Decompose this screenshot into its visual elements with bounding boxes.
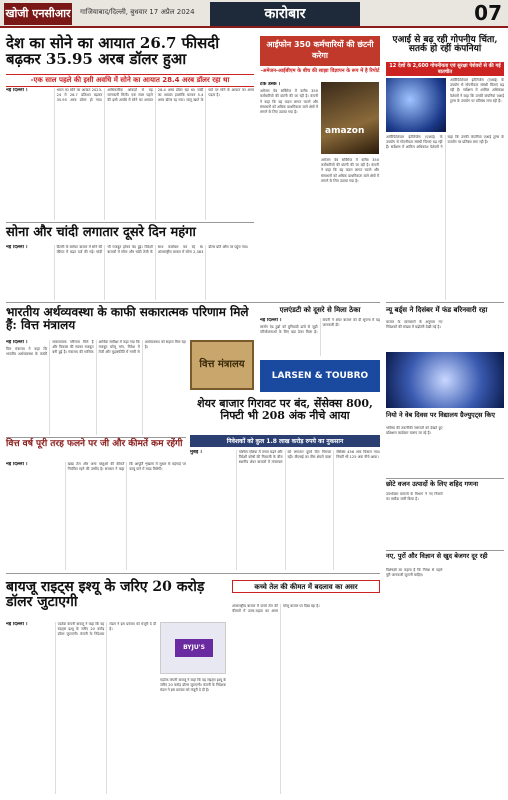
divider [386, 478, 504, 479]
divider [386, 302, 504, 303]
brand-logo: खोजी एनसीआर [4, 3, 72, 25]
economy-body: वित्त मंत्रालय ने कहा कि भारतीय अर्थव्यवस्था के काफी सकारात्मक परिणाम मिले हैं और विकास की रफ्तार मजबूत बनी हुई है। मंत्रालय की मासिक आर्थिक समीक्षा में कहा गया कि मजबूत घरेलू मांग, निवेश में तेजी और मुद्रास्फीति में नरमी से अर्थव्यवस्था को सहारा मिल रहा है। [6, 340, 186, 357]
lt-article [260, 318, 380, 356]
gold-silver-body: दिल्ली के सर्राफा बाजार में सोने की कीमत में बढ़त दर्ज की गई। चांदी भी मजबूत होकर बंद हुई। विदेशी बाजारों में सोना और चांदी तेजी के साथ कारोबार कर रहे थे। अंतरराष्ट्रीय बाजार में सोना 2,383 डॉलर प्रति औंस पर पहुंच गया। [56, 245, 249, 255]
byjus-article [6, 622, 156, 794]
amazon-subhead: -अमेजन-आईबीएम के बीच की साझा विज्ञापन के रूप में है रिपोर्ट [260, 68, 380, 74]
byjus-logo: BYJU'S [175, 639, 213, 657]
lt-body: लार्सन एंड टुब्रो को बुनियादी ढांचे से जुड़ी परियोजनाओं के लिए बड़ा ठेका मिला है। कंपनी ने शेयर बाजार को दी सूचना में यह जानकारी दी। [260, 318, 380, 335]
ai-fraud-article [386, 426, 504, 476]
ai-fraud-headline: नियो ने वेब दिवस पर विद्यालय ग्रैज्युएट्स किए [386, 411, 495, 419]
masthead [0, 0, 508, 28]
amazon-headline-box [260, 36, 380, 66]
gold-silver-byline: नई दिल्ली । [6, 245, 28, 250]
ai-privacy-body-top: आर्टिफिशियल इंटेलिजेंस (एआई) के उपयोग से गोपनीयता संबंधी चिंताएं बढ़ रही हैं। सर्वेक्षण में शामिल अधिकांश पेशेवरों ने कहा कि उनकी कंपनियां एआई टूल्स के उपयोग पर प्रतिबंध लगा रही हैं। [450, 78, 504, 103]
ai-brain-photo [386, 352, 504, 408]
amazon-body: अमेजन वेब सर्विसेज में करीब 350 कर्मचारियों की छंटनी की जा रही है। कंपनी ने कहा कि यह कदम लागत घटाने और संसाधनों को अधिक प्राथमिकता वाले क्षेत्रों में लगाने के लिए उठाया गया है। [260, 89, 318, 115]
lt-logo-image [260, 360, 380, 392]
market-subhead: निवेशकों को कुल 1.8 लाख करोड़ रुपये का नुकसान [190, 435, 380, 447]
fiscal-byline: नई दिल्ली । [6, 462, 28, 467]
amazon-byline: टेक डेस्क । [260, 82, 281, 87]
dateline: गाजियाबाद/दिल्ली, बुधवार 17 अप्रैल 2024 [80, 8, 195, 16]
ai-privacy-photo [386, 78, 446, 132]
gold-silver-headline: सोना और चांदी लगातार दूसरे दिन महंगा [6, 225, 196, 240]
crude-article [232, 604, 380, 794]
economy-byline: नई दिल्ली । [6, 340, 28, 345]
gold-import-byline: नई दिल्ली । [6, 88, 28, 93]
amazon-headline: आईफोन 350 कर्मचारियों की छंटनी करेगा [266, 40, 374, 60]
gold-import-article [6, 88, 254, 220]
divider [6, 437, 186, 438]
market-byline: मुंबई । [190, 450, 202, 455]
small-savings-headline: छोटे वजन उत्पादों के लिए शहिद गणना [386, 480, 479, 488]
bitcoin-headline: न्यू बर्ड्स ने दिसंबर में फंड बरिनवारी रहा [386, 305, 488, 314]
economy-headline: भारतीय अर्थव्यवस्था के काफी सकारात्मक परिणाम मिले हैं: वित्त मंत्रालय [6, 305, 249, 332]
gold-import-body: भारत का सोने का आयात 2023-24 में 26.7 प्रतिशत बढ़कर 35.95 अरब डॉलर हो गया। आधिकारिक आंकड़ों से यह जानकारी मिली। एक साल पहले की इसी अवधि में सोने का आयात 28.4 अरब डॉलर रहा था। चांदी का आयात हालांकि घटकर 5.4 अरब डॉलर रह गया। चालू खाते के घाटे पर सोने के आयात का असर पड़ता है। [56, 88, 254, 103]
market-body: पश्चिम एशिया में तनाव बढ़ने और विदेशी कोषों की निकासी के बीच स्थानीय शेयर बाजारों में मंगलवार को लगातार दूसरे दिन गिरावट रही। बीएसई का तीस शेयरों वाला सेंसेक्स 456 अंक फिसल गया। निफ्टी भी 125 अंक नीचे आया। [238, 450, 380, 465]
ai-privacy-subhead: 12 देशों के 2,600 गोपनीयता एवं सुरक्षा पेशेवरों से की गई बातचीत [386, 62, 504, 76]
lt-headline: एलएंडटी को दूसरे से मिला ठेका [279, 305, 361, 314]
page-number: 07 [474, 1, 502, 25]
lt-logo-text: LARSEN & TOUBRO [271, 371, 369, 381]
crude-body: अंतरराष्ट्रीय बाजार में कच्चे तेल की कीमतों में उतार-चढ़ाव का असर घरेलू बाजार पर दिख रहा है। [232, 604, 320, 614]
byjus-body: एडटेक कंपनी बायजू ने कहा कि वह राइट्स इश्यू के जरिए 20 करोड़ डॉलर जुटाएगी। कंपनी के निदेशक मंडल ने इस प्रस्ताव को मंजूरी दे दी है। [57, 622, 156, 637]
amazon-logo-text: amazon [325, 126, 365, 136]
finance-ministry-photo [190, 340, 254, 390]
divider [6, 222, 254, 223]
amazon-article [260, 82, 318, 242]
economy-article [6, 340, 186, 435]
lt-byline: नई दिल्ली । [260, 318, 282, 323]
small-savings-article [386, 492, 504, 548]
divider [6, 573, 380, 574]
gold-import-subhead: -एक साल पहले की इसी अवधि में सोने का आयात 28.4 अरब डॉलर रहा था [6, 74, 254, 87]
finance-ministry-sign: वित्त मंत्रालय [199, 359, 245, 370]
fiscal-article [6, 462, 186, 570]
market-headline: शेयर बाजार गिरावट पर बंद, सेंसेक्स 800, निफ्टी भी 208 अंक नीचे आया [197, 397, 373, 422]
gold-silver-article [6, 245, 254, 300]
byjus-photo [160, 622, 226, 674]
byjus-headline: बायजू राइट्स इश्यू के जरिए 20 करोड़ डॉलर जुटाएगी [6, 579, 205, 610]
byjus-byline: नई दिल्ली । [6, 622, 28, 627]
ai-privacy-body: आर्टिफिशियल इंटेलिजेंस (एआई) के उपयोग से गोपनीयता संबंधी चिंताएं बढ़ रही हैं। सर्वेक्षण में शामिल अधिकांश पेशेवरों ने कहा कि उनकी कंपनियां एआई टूल्स के उपयोग पर प्रतिबंध लगा रही हैं। [386, 135, 504, 150]
divider [6, 302, 380, 303]
gold-import-headline: देश का सोने का आयात 26.7 फीसदी बढ़कर 35.95 अरब डॉलर हुआ [6, 34, 220, 68]
amazon-photo [321, 82, 379, 154]
ai-privacy-headline: एआई से बढ़ रही गोपनीय चिंता, सतर्क हो रहीं कंपनियां [392, 35, 498, 55]
fiscal-headline: वित्त वर्ष पूरी तरह फलने पर जी और कीमतें कम रहेंगी [6, 439, 183, 449]
divider [386, 550, 504, 551]
byjus-body-cont: एडटेक कंपनी बायजू ने कहा कि वह राइट्स इश्यू के जरिए 20 करोड़ डॉलर जुटाएगी। कंपनी के निदेशक मंडल ने इस प्रस्ताव को मंजूरी दे दी है। [160, 678, 226, 693]
startup-body: विशेषज्ञों का कहना है कि निवेश से पहले पूरी जानकारी जुटानी चाहिए। [386, 568, 443, 578]
crude-headline: कच्चे तेल की कीमत में बदलाव का असर [232, 580, 380, 593]
ai-privacy-article-top [450, 78, 504, 132]
amazon-article-cont [321, 158, 379, 298]
fiscal-body: खाद्य तेल और अन्य वस्तुओं की कीमतें नियंत्रित रहने की उम्मीद है। सरकार ने कहा कि आपूर्ति शृंखला में सुधार से महंगाई पर काबू पाने में मदद मिलेगी। [67, 462, 186, 472]
market-article [190, 450, 380, 570]
bitcoin-body: बाजार के जानकारों के अनुसार नए निवेशकों की संख्या में बढ़ोतरी देखी गई है। [386, 320, 443, 330]
startup-headline: नए, पुरों और विज्ञान से खुद बेजगर दूर रही [386, 552, 488, 560]
ai-fraud-body: भविष्य की तकनीकी जरूरतों को देखते हुए प्रशिक्षण कार्यक्रम चलाए जा रहे हैं। [386, 426, 443, 436]
byjus-article-cont [160, 678, 226, 794]
bitcoin-article [386, 320, 504, 350]
ai-privacy-article [386, 135, 504, 300]
startup-article [386, 568, 504, 794]
small-savings-body: उपभोक्ता मामलों के विभाग ने नए नियमों का मसौदा जारी किया है। [386, 492, 443, 502]
section-title: कारोबार [210, 2, 360, 26]
amazon-body-cont: अमेजन वेब सर्विसेज में करीब 350 कर्मचारियों की छंटनी की जा रही है। कंपनी ने कहा कि यह कदम लागत घटाने और संसाधनों को अधिक प्राथमिकता वाले क्षेत्रों में लगाने के लिए उठाया गया है। [321, 158, 379, 183]
